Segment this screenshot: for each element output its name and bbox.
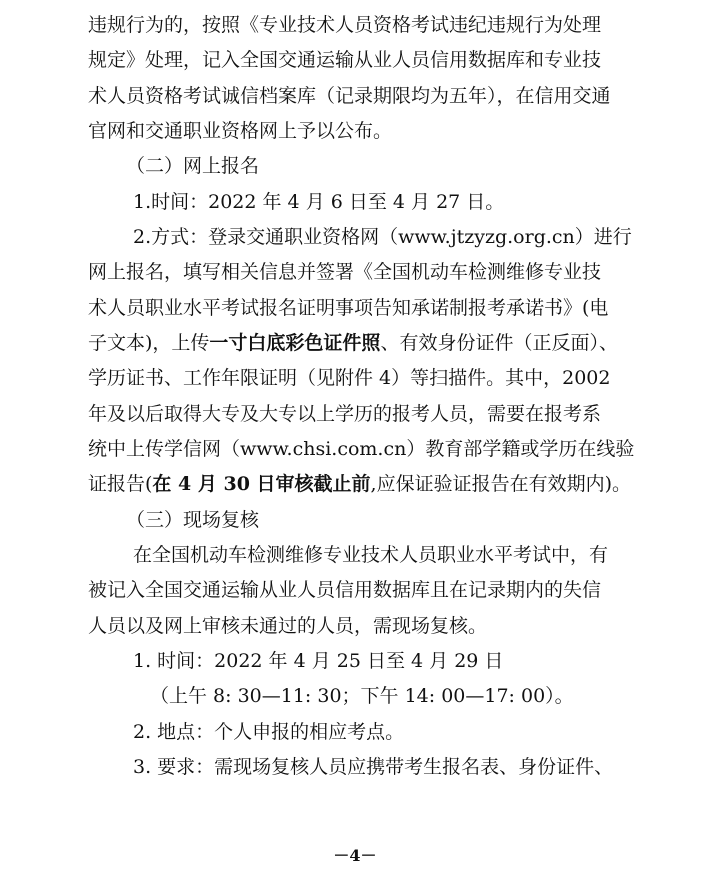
emphasis-text: 在 4 月 30 日审核截止前 [152, 473, 371, 495]
body-text-line: 2. 地点：个人申报的相应考点。 [133, 721, 405, 743]
text-segment: 、有效身份证件（正反面）、 [380, 332, 618, 354]
body-text-line: 年及以后取得大专及大专以上学历的报考人员，需要在报考系 [88, 403, 602, 425]
body-text-line: 3. 要求：需现场复核人员应携带考生报名表、身份证件、 [133, 756, 614, 778]
body-text-line: 学历证书、工作年限证明（见附件 4）等扫描件。其中，2002 [88, 367, 611, 389]
body-text-line: 官网和交通职业资格网上予以公布。 [88, 120, 393, 142]
body-text-line: 1. 时间：2022 年 4 月 25 日至 4 月 29 日 [133, 650, 504, 672]
body-text-line: 违规行为的，按照《专业技术人员资格考试违纪违规行为处理 [88, 14, 602, 36]
body-text-line: 术人员资格考试诚信档案库（记录期限均为五年），在信用交通 [88, 85, 611, 107]
body-text-line: （上午 8: 30—11: 30；下午 14: 00—17: 00）。 [150, 685, 574, 707]
body-text-line: 人员以及网上审核未通过的人员，需现场复核。 [88, 615, 488, 637]
body-text-line: 在全国机动车检测维修专业技术人员职业水平考试中，有 [133, 544, 609, 566]
body-text-line [88, 329, 710, 357]
body-text-line: 1.时间：2022 年 4 月 6 日至 4 月 27 日。 [133, 191, 505, 213]
text-segment: ,应保证验证报告在有效期内)。 [370, 473, 631, 495]
section-heading: （三）现场复核 [126, 509, 260, 531]
body-text-line: 被记入全国交通运输从业人员信用数据库且在记录期内的失信 [88, 579, 602, 601]
text-segment: 子文本)，上传 [88, 332, 210, 354]
text-segment: 证报告( [88, 473, 153, 495]
section-heading: （二）网上报名 [126, 155, 260, 177]
body-text-line: 规定》处理，记入全国交通运输从业人员信用数据库和专业技 [88, 49, 602, 71]
page-number: －4－ [333, 846, 377, 865]
emphasis-text: 一寸白底彩色证件照 [209, 332, 381, 354]
body-text-line: 统中上传学信网（www.chsi.com.cn）教育部学籍或学历在线验 [88, 438, 635, 460]
body-text-line [88, 470, 710, 498]
body-text-line: 2.方式：登录交通职业资格网（www.jtzyzg.org.cn）进行 [133, 226, 632, 248]
body-text-line: 术人员职业水平考试报名证明事项告知承诺制报考承诺书》(电 [88, 297, 609, 319]
body-text-line: 网上报名，填写相关信息并签署《全国机动车检测维修专业技 [88, 261, 602, 283]
